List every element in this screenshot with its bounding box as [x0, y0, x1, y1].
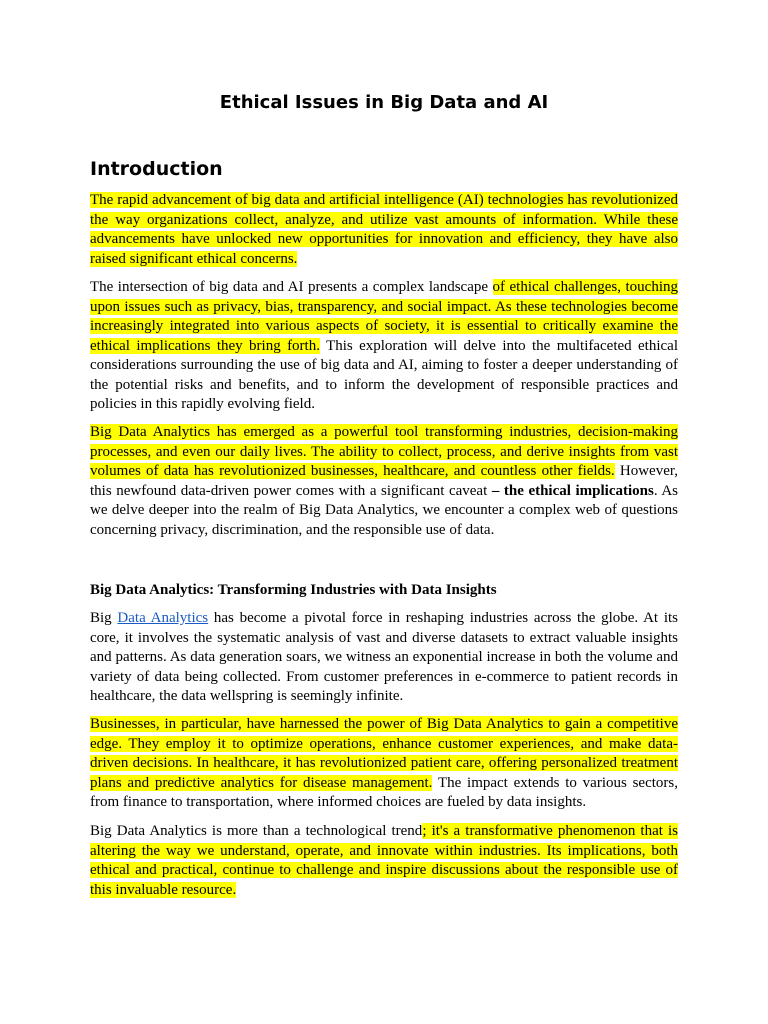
document-title: Ethical Issues in Big Data and AI [219, 92, 549, 113]
highlighted-text: of ethical challenges, touching upon issues such as privacy, bias, transparency, and social impact. As these technologies become increasingly integrated into various aspects of society, it is essential to critically examine the ethical implications they bring forth. [90, 279, 678, 354]
data-analytics-link[interactable]: Data Analytics [117, 610, 209, 626]
paragraph-text: The intersection of big data and AI presents a complex landscape [90, 279, 493, 295]
highlighted-text: The rapid advancement of big data and artificial intelligence (AI) technologies has revolutionized the way organizations collect, analyze, and utilize vast amounts of information. While these advancements have unlocked new opportunities for innovation and efficiency, they have also raised significant ethical concerns. [90, 192, 678, 267]
paragraph-text: Big [90, 610, 118, 626]
paragraph-3 [90, 423, 678, 540]
paragraph-4 [90, 609, 678, 707]
highlighted-text: Businesses, in particular, have harnessed the power of Big Data Analytics to gain a competitive edge. They employ it to optimize operations, enhance customer experiences, and make data-driven decisions. In healthcare, it has revolutionized patient care, offering personalized treatment plans and predictive analytics for disease management. [90, 716, 678, 791]
paragraph-1 [90, 191, 678, 269]
paragraph-text: This exploration will delve into the multifaceted ethical considerations surrounding the use of big data and AI, aiming to foster a deeper understanding of the potential risks and benefits, and to inform the development of responsible practices and policies in this rapidly evolving field. [90, 337, 678, 412]
paragraph-text: has become a pivotal force in reshaping industries across the globe. At its core, it involves the systematic analysis of vast and diverse datasets to extract valuable insights and patterns. As data generation soars, we witness an exponential increase in both the volume and variety of data being collected. From customer preferences in e-commerce to patient records in healthcare, the data wellspring is seemingly infinite. [90, 610, 678, 704]
heading-section: Big Data Analytics: Transforming Industries with Data Insights [90, 582, 497, 598]
heading-introduction: Introduction [90, 158, 223, 180]
paragraph-text: . As we delve deeper into the realm of Big Data Analytics, we encounter a complex web of questions concerning privacy, discrimination, and the responsible use of data. [90, 482, 679, 538]
paragraph-5 [90, 715, 678, 813]
paragraph-text: The impact extends to various sectors, from finance to transportation, where informed choices are fueled by data insights. [90, 774, 678, 810]
paragraph-6 [90, 822, 678, 900]
bold-text: – the ethical implications [491, 482, 654, 499]
paragraph-2 [90, 278, 678, 415]
paragraph-text: Big Data Analytics is more than a technological trend [90, 823, 423, 839]
paragraph-text: However, this newfound data-driven power comes with a significant caveat [90, 463, 679, 499]
highlighted-text: Big Data Analytics has emerged as a powerful tool transforming industries, decision-making processes, and even our daily lives. The ability to collect, process, and derive insights from vast volumes of data has revolutionized businesses, healthcare, and countless other fields. [90, 424, 678, 479]
highlighted-text: ; it's a transformative phenomenon that is altering the way we understand, operate, and innovate within industries. Its implications, both ethical and practical, continue to challenge and inspire discussions about the responsible use of this invaluable resource. [90, 823, 679, 898]
